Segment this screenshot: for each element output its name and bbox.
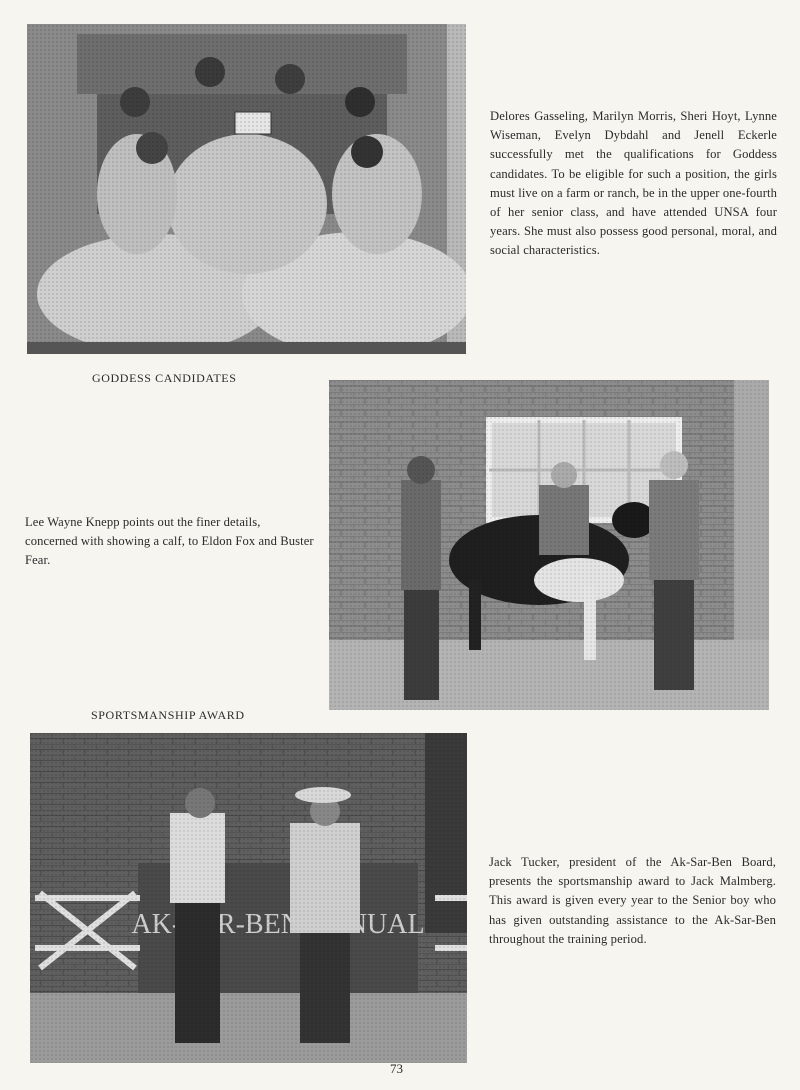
award-presentation-caption: Jack Tucker, president of the Ak-Sar-Ben Board, presents the sportsmanship award to Jack Malmberg. This award is given every year to the Senior boy who has given outstanding assistance to the Ak-Sar-Ben throughout the training period.	[489, 855, 776, 946]
page-number: 73	[390, 1061, 403, 1076]
calf-showing-photo	[329, 380, 769, 710]
goddess-candidates-heading: GODDESS CANDIDATES	[92, 371, 237, 385]
goddess-candidates-photo	[27, 24, 466, 354]
sportsmanship-award-heading: SPORTSMANSHIP AWARD	[91, 708, 245, 722]
calf-showing-caption: Lee Wayne Knepp points out the finer details, concerned with showing a calf, to Eldon Fox and Buster Fear.	[25, 515, 314, 568]
goddess-candidates-caption: Delores Gasseling, Marilyn Morris, Sheri Hoyt, Lynne Wiseman, Evelyn Dybdahl and Jenell Eckerle successfully met the qualifications for Goddess candidates. To be eligible for such a position, the girls must live on a farm or ranch, be in the upper one-fourth of her senior class, and have attended UNSA four years. She must also possess good personal, moral, and social characteristics.	[490, 109, 777, 258]
award-presentation-photo	[30, 733, 467, 1063]
